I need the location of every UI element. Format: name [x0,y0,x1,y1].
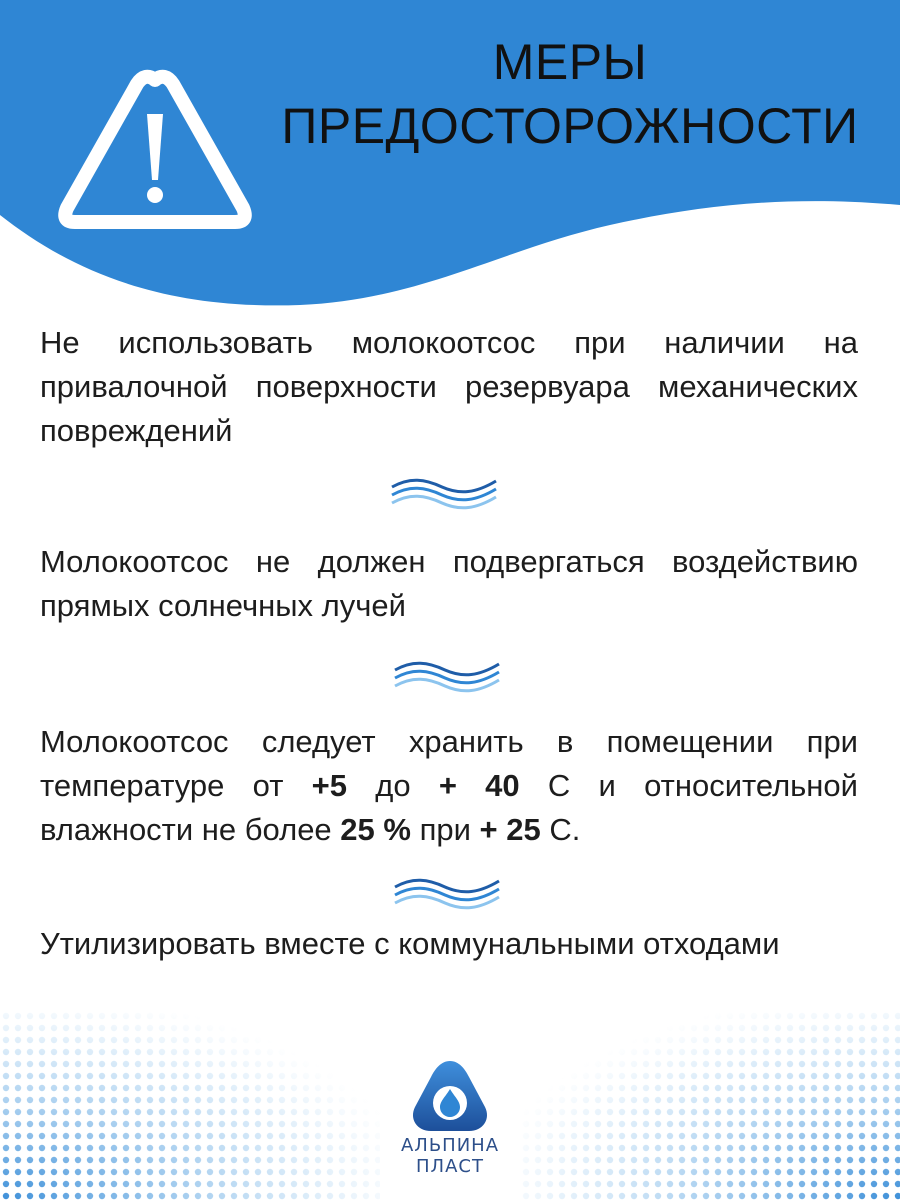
precaution-item-3 [40,720,858,852]
temp-min-value: +5 [311,768,348,803]
halftone-dots-right [520,1010,900,1200]
logo-text-line-2: ПЛАСТ [416,1156,484,1177]
item-3-text-pre: Молокоотсос следует хранить в помещении при температуре от [40,724,858,803]
title-line-2: ПРЕДОСТОРОЖНОСТИ [281,98,859,154]
precaution-item-2: Молокоотсос не должен подвергаться воздействию прямых солнечных лучей [40,544,858,623]
item-3-text-mid2: С и относительной влажности не более [40,768,858,847]
logo-drop-icon [405,1055,495,1135]
wave-divider-icon [390,475,500,511]
item-3-text-mid1: до [347,768,439,803]
temp-ref-value: + 25 [479,812,541,847]
item-3-text-end: С. [540,812,581,847]
item-3-text-mid3: при [410,812,480,847]
precaution-item-1: Не использовать молокоотсос при наличии на привалочной поверхности резервуара механических повреждений [40,325,858,448]
halftone-dots-left [0,1010,380,1200]
title-line-1: МЕРЫ [492,34,648,90]
warning-triangle-icon [55,62,255,232]
brand-logo [370,1055,530,1185]
page-title [260,30,880,158]
temp-max-value: + 40 [438,768,520,803]
wave-divider-icon [393,875,503,911]
precaution-item-4: Утилизировать вместе с коммунальными отходами [40,926,780,961]
wave-divider-icon [393,658,503,694]
logo-text-line-1: АЛЬПИНА [400,1135,500,1156]
humidity-value: 25 % [340,812,411,847]
